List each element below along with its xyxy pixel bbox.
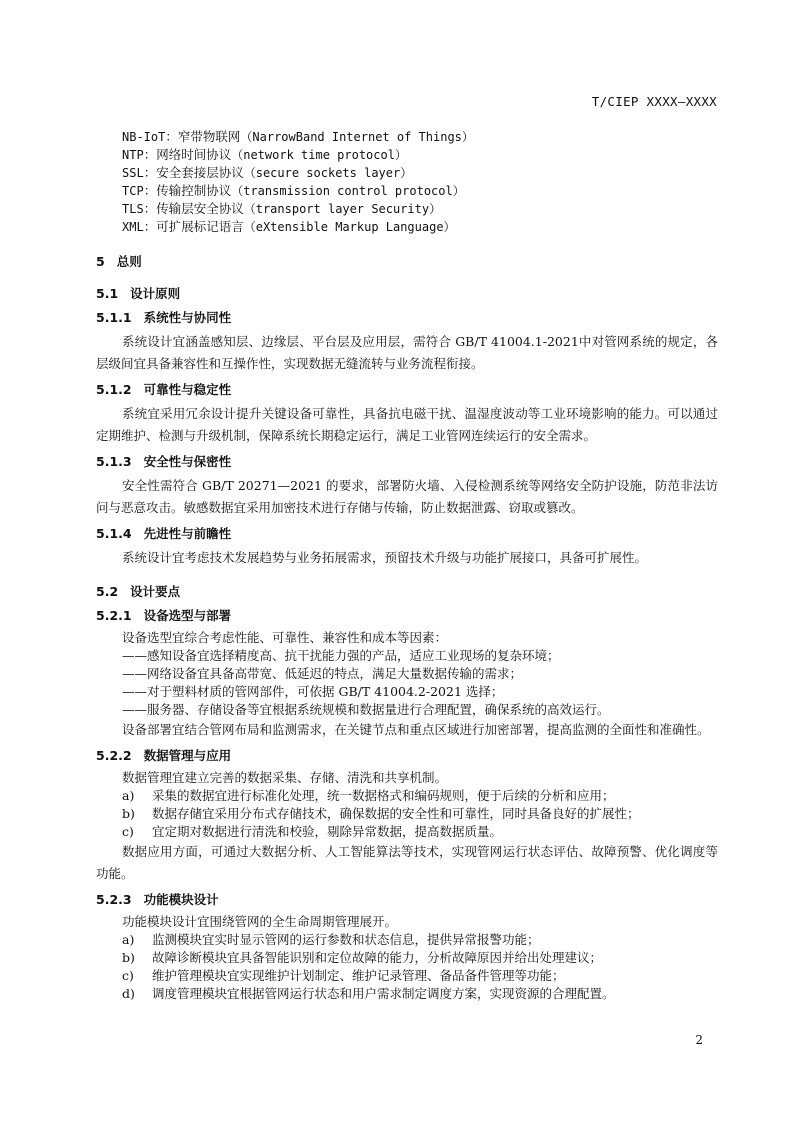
section-heading-5-1-2: 5.1.2 可靠性与稳定性 — [96, 382, 232, 397]
section-heading-5-2: 5.2 设计要点 — [96, 584, 181, 599]
section-heading-5-1: 5.1 设计原则 — [96, 286, 181, 301]
paragraph: 功能模块设计宜围绕管网的全生命周期管理展开。 — [122, 914, 398, 929]
section-heading-5-2-1: 5.2.1 设备选型与部署 — [96, 608, 232, 623]
paragraph: 系统宜采用冗余设计提升关键设备可靠性，具备抗电磁干扰、温湿度波动等工业环境影响的能力。可以通过定期维护、检测与升级机制，保障系统长期稳定运行，满足工业管网连续运行的安全需求。 — [96, 406, 718, 443]
list-item: a) 采集的数据宜进行标准化处理，统一数据格式和编码规则，便于后续的分析和应用； — [122, 788, 615, 803]
section-heading-5: 5 总则 — [96, 254, 142, 269]
abbreviation-item: NTP：网络时间协议（network time protocol） — [122, 147, 407, 162]
dash-list-item: ——网络设备宜具备高带宽、低延迟的特点，满足大量数据传输的需求； — [122, 666, 523, 681]
abbreviation-item: TCP：传输控制协议（transmission control protocol） — [122, 183, 465, 198]
paragraph: 设备选型宜综合考虑性能、可靠性、兼容性和成本等因素： — [122, 630, 448, 645]
document-code: T/CIEP XXXX—XXXX — [591, 94, 717, 109]
abbreviation-item: TLS：传输层安全协议（transport layer Security） — [122, 201, 442, 216]
list-item: b) 数据存储宜采用分布式存储技术，确保数据的安全性和可靠性，同时具备良好的扩展性； — [122, 806, 640, 821]
section-heading-5-1-1: 5.1.1 系统性与协同性 — [96, 310, 232, 325]
paragraph: 数据应用方面，可通过大数据分析、人工智能算法等技术，实现管网运行状态评估、故障预警、优化调度等功能。 — [96, 844, 718, 881]
paragraph: 安全性需符合 GB/T 20271—2021 的要求，部署防火墙、入侵检测系统等网络安全防护设施，防范非法访问与恶意攻击。敏感数据宜采用加密技术进行存储与传输，防止数据泄露、窃取或篡改。 — [96, 478, 718, 515]
list-item: c) 宜定期对数据进行清洗和校验，剔除异常数据，提高数据质量。 — [122, 824, 503, 839]
dash-list-item: ——感知设备宜选择精度高、抗干扰能力强的产品，适应工业现场的复杂环境； — [122, 648, 560, 663]
list-item: a) 监测模块宜实时显示管网的运行参数和状态信息，提供异常报警功能； — [122, 932, 540, 947]
abbreviation-item: NB-IoT：窄带物联网（NarrowBand Internet of Things） — [122, 129, 474, 144]
paragraph: 系统设计宜涵盖感知层、边缘层、平台层及应用层，需符合 GB/T 41004.1-2021中对管网系统的规定，各层级间宜具备兼容性和互操作性，实现数据无缝流转与业务流程衔接。 — [96, 334, 718, 371]
paragraph: 数据管理宜建立完善的数据采集、存储、清洗和共享机制。 — [122, 770, 448, 785]
section-heading-5-1-3: 5.1.3 安全性与保密性 — [96, 454, 232, 469]
list-item: d) 调度管理模块宜根据管网运行状态和用户需求制定调度方案，实现资源的合理配置。 — [122, 986, 615, 1001]
abbreviation-list — [96, 128, 718, 236]
abbreviation-item: XML：可扩展标记语言（eXtensible Markup Language） — [122, 219, 456, 234]
section-heading-5-2-3: 5.2.3 功能模块设计 — [96, 892, 219, 907]
section-heading-5-2-2: 5.2.2 数据管理与应用 — [96, 748, 232, 763]
paragraph: 系统设计宜考虑技术发展趋势与业务拓展需求，预留技术升级与功能扩展接口，具备可扩展性。 — [122, 550, 648, 565]
list-item: b) 故障诊断模块宜具备智能识别和定位故障的能力，分析故障原因并给出处理建议； — [122, 950, 603, 965]
dash-list-item: ——对于塑料材质的管网部件，可依据 GB/T 41004.2-2021 选择； — [122, 684, 504, 699]
paragraph: 设备部署宜结合管网布局和监测需求，在关键节点和重点区域进行加密部署，提高监测的全面性和准确性。 — [122, 722, 710, 737]
list-item: c) 维护管理模块宜实现维护计划制定、维护记录管理、备品备件管理等功能； — [122, 968, 565, 983]
section-heading-5-1-4: 5.1.4 先进性与前瞻性 — [96, 526, 232, 541]
dash-list-item: ——服务器、存储设备等宜根据系统规模和数据量进行合理配置，确保系统的高效运行。 — [122, 702, 610, 717]
abbreviation-item: SSL：安全套接层协议（secure sockets layer） — [122, 165, 413, 180]
page-number: 2 — [695, 1033, 703, 1047]
page-body — [96, 128, 718, 1003]
